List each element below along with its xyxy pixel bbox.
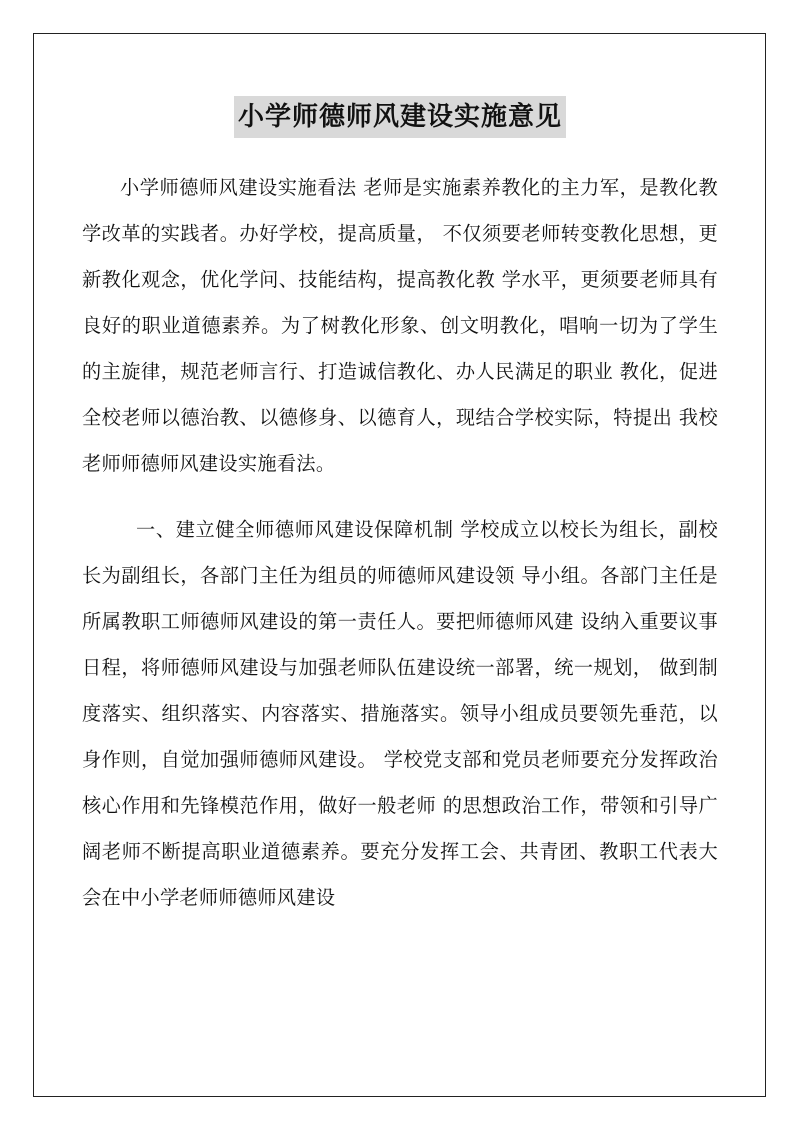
document-body	[82, 165, 718, 921]
document-title: 小学师德师风建设实施意见	[234, 96, 566, 138]
paragraph-section-1: 一、建立健全师德师风建设保障机制 学校成立以校长为组长，副校长为副组长，各部门主任为组员的师德师风建设领 导小组。各部门主任是所属教职工师德师风建设的第一责任人。要把师德师风建 设纳入重要议事日程，将师德师风建设与加强老师队伍建设统一部署，统一规划， 做到制度落实、组织落实、内容落实、措施落实。领导小组成员要领先垂范，以 身作则，自觉加强师德师风建设。 学校党支部和党员老师要充分发挥政治核心作用和先锋模范作用，做好一般老师 的思想政治工作，带领和引导广阔老师不断提高职业道德素养。要充分发挥工会、共青团、教职工代表大会在中小学老师师德师风建设	[82, 518, 718, 909]
title-container	[0, 96, 800, 138]
paragraph-intro: 小学师德师风建设实施看法 老师是实施素养教化的主力军，是教化教学改革的实践者。办好学校，提高质量， 不仅须要老师转变教化思想，更新教化观念，优化学问、技能结构，提高教化教 学水平，更须要老师具有良好的职业道德素养。为了树教化形象、创文明教化，唱响一切为了学生的主旋律，规范老师言行、打造诚信教化、办人民满足的职业 教化，促进全校老师以德治教、以德修身、以德育人，现结合学校实际，特提出 我校老师师德师风建设实施看法。	[82, 176, 718, 475]
